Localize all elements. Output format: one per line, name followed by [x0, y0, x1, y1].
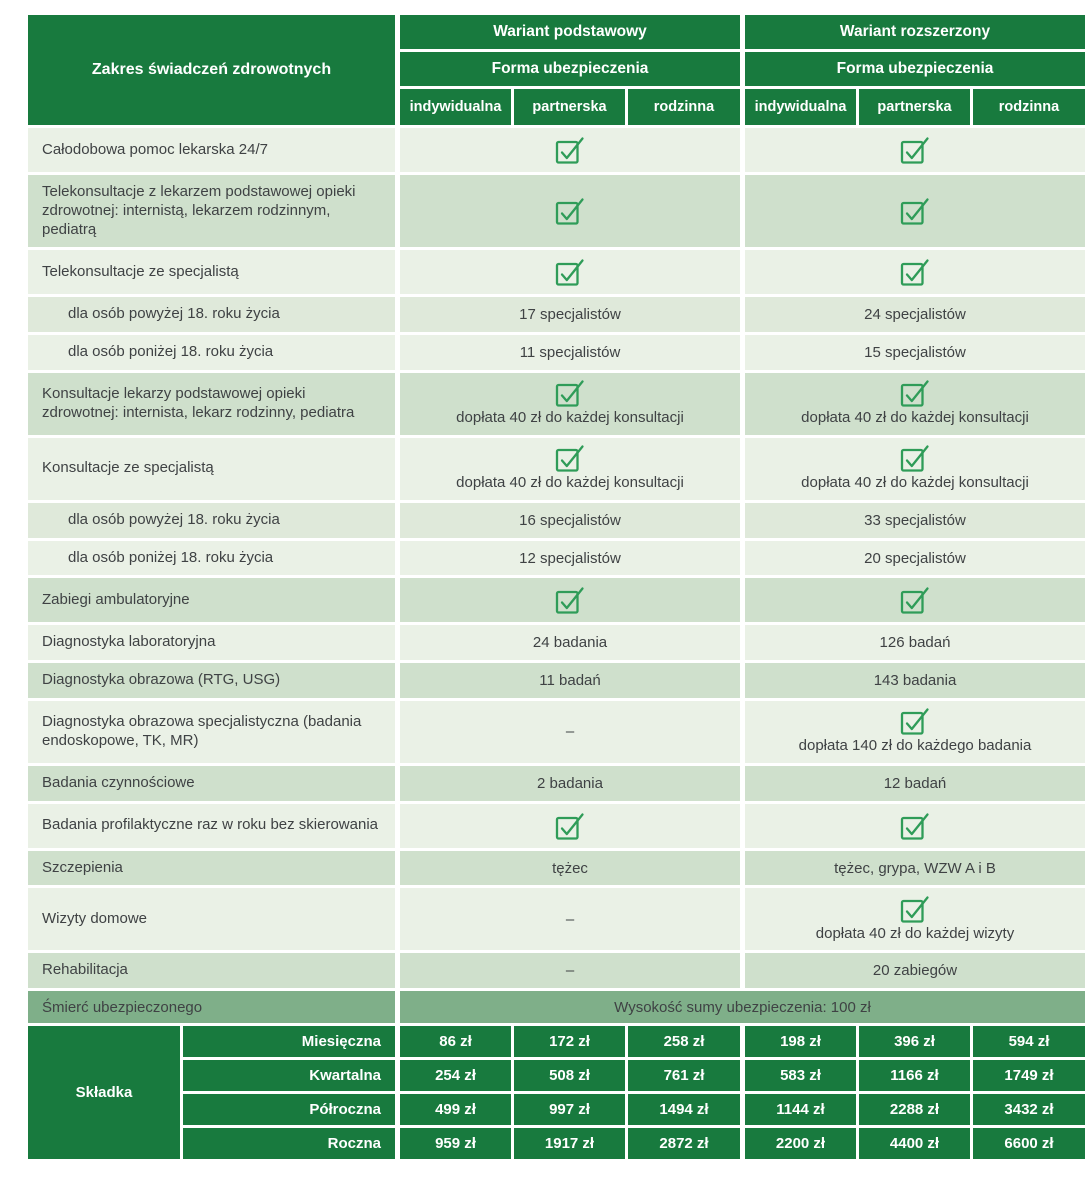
premium-price-cell: 499 zł: [400, 1094, 511, 1125]
basic-variant-cell: [400, 250, 740, 294]
premium-price-cell: 172 zł: [514, 1026, 625, 1057]
extended-variant-header: [745, 15, 1085, 125]
premium-price-cell: 2200 zł: [745, 1128, 856, 1159]
benefit-label: Diagnostyka obrazowa (RTG, USG): [28, 663, 395, 698]
basic-variant-cell: [400, 701, 740, 763]
variant-name-cell: Wariant podstawowy: [400, 15, 740, 49]
extended-variant-cell: [745, 175, 1085, 247]
checkbox-checked-icon: [900, 895, 931, 923]
premium-price-cell: 1494 zł: [628, 1094, 740, 1125]
benefit-label: Telekonsultacje z lekarzem podstawowej opieki zdrowotnej: internistą, lekarzem rodzinnym, pediatrą: [28, 175, 395, 247]
premium-price-cell: 594 zł: [973, 1026, 1085, 1057]
cell-value-text: 11 specjalistów: [519, 344, 621, 361]
checkbox-checked-icon: [900, 812, 931, 840]
cell-value-text: 33 specjalistów: [864, 511, 966, 529]
benefit-label: dla osób poniżej 18. roku życia: [28, 541, 395, 576]
checkbox-checked-icon: [900, 136, 931, 164]
insurance-form-cell: Forma ubezpieczenia: [745, 52, 1085, 86]
checkbox-checked-icon: [555, 258, 586, 286]
premium-price-cell: 254 zł: [400, 1060, 511, 1091]
benefit-row: [28, 297, 1085, 332]
premium-price-cell: 258 zł: [628, 1026, 740, 1057]
extended-variant-cell: [745, 663, 1085, 698]
benefit-row: [28, 541, 1085, 576]
benefit-label: Badania profilaktyczne raz w roku bez skierowania: [28, 804, 395, 848]
table-header: [28, 15, 1085, 125]
cell-value-text: dopłata 40 zł do każdej konsultacji: [456, 474, 684, 492]
extended-variant-cell: [745, 766, 1085, 801]
premium-price-cell: 1749 zł: [973, 1060, 1085, 1091]
basic-variant-cell: [400, 128, 740, 172]
column-header-family: rodzinna: [973, 89, 1085, 125]
scope-header-cell: Zakres świadczeń zdrowotnych: [28, 15, 395, 125]
benefit-label: dla osób powyżej 18. roku życia: [28, 503, 395, 538]
cell-value-text: 16 specjalistów: [519, 511, 621, 529]
premium-price-cell: 396 zł: [859, 1026, 970, 1057]
basic-variant-cell: [400, 438, 740, 500]
benefit-row: [28, 373, 1085, 435]
benefit-row: [28, 335, 1085, 370]
checkbox-checked-icon: [900, 707, 931, 735]
cell-value-text: –: [565, 723, 575, 741]
extended-variant-cell: [745, 541, 1085, 576]
benefit-label: Konsultacje lekarzy podstawowej opieki zdrowotnej: internista, lekarz rodzinny, pediatra: [28, 373, 395, 435]
extended-variant-cell: [745, 503, 1085, 538]
premium-price-cell: 6600 zł: [973, 1128, 1085, 1159]
benefit-row: [28, 766, 1085, 801]
benefit-label: dla osób poniżej 18. roku życia: [28, 335, 395, 370]
cell-value-text: 17 specjalistów: [519, 306, 621, 324]
cell-value-text: 15 specjalistów: [864, 344, 966, 361]
column-header-partner: partnerska: [514, 89, 625, 125]
extended-variant-cell: [745, 250, 1085, 294]
benefit-label: Telekonsultacje ze specjalistą: [28, 250, 395, 294]
basic-variant-cell: [400, 335, 740, 370]
benefit-row: [28, 663, 1085, 698]
cell-value-text: 11 badań: [539, 672, 601, 689]
cell-value-text: –: [565, 962, 575, 980]
checkbox-checked-icon: [900, 379, 931, 407]
premium-period-label: Miesięczna: [183, 1026, 395, 1057]
cell-value-text: 24 specjalistów: [864, 306, 966, 324]
premium-price-row: [400, 1128, 1085, 1159]
benefit-label: Konsultacje ze specjalistą: [28, 438, 395, 500]
premium-period-label: Roczna: [183, 1128, 395, 1159]
premium-price-cell: 1917 zł: [514, 1128, 625, 1159]
checkbox-checked-icon: [555, 812, 586, 840]
column-header-partner: partnerska: [859, 89, 970, 125]
basic-variant-cell: [400, 297, 740, 332]
basic-variant-cell: [400, 804, 740, 848]
premium-section: [28, 1026, 1085, 1159]
checkbox-checked-icon: [900, 586, 931, 614]
column-header-family: rodzinna: [628, 89, 740, 125]
death-benefit-row: [28, 991, 1085, 1023]
benefit-label: Zabiegi ambulatoryjne: [28, 578, 395, 622]
checkbox-checked-icon: [555, 197, 586, 225]
checkbox-checked-icon: [900, 444, 931, 472]
benefit-row: [28, 888, 1085, 950]
checkbox-checked-icon: [555, 586, 586, 614]
premium-price-cell: 2288 zł: [859, 1094, 970, 1125]
premium-price-cell: 198 zł: [745, 1026, 856, 1057]
premium-price-cell: 2872 zł: [628, 1128, 740, 1159]
death-benefit-label: Śmierć ubezpieczonego: [28, 991, 395, 1023]
extended-variant-cell: [745, 128, 1085, 172]
premium-price-cell: 4400 zł: [859, 1128, 970, 1159]
benefit-label: Rehabilitacja: [28, 953, 395, 988]
basic-variant-cell: [400, 503, 740, 538]
extended-variant-cell: [745, 888, 1085, 950]
benefit-label: Szczepienia: [28, 851, 395, 886]
cell-value-text: dopłata 40 zł do każdej wizyty: [815, 924, 1015, 942]
checkbox-checked-icon: [900, 197, 931, 225]
cell-value-text: 12 badań: [883, 774, 947, 792]
benefit-row: [28, 128, 1085, 172]
premium-price-cell: 761 zł: [628, 1060, 740, 1091]
benefit-label: Badania czynnościowe: [28, 766, 395, 801]
benefit-row: [28, 625, 1085, 660]
premium-price-cell: 508 zł: [514, 1060, 625, 1091]
basic-variant-cell: [400, 625, 740, 660]
benefits-comparison-table: [28, 15, 1085, 1159]
basic-variant-cell: [400, 953, 740, 988]
cell-value-text: 24 badania: [532, 634, 608, 652]
premium-price-cell: 583 zł: [745, 1060, 856, 1091]
basic-variant-cell: [400, 578, 740, 622]
checkbox-checked-icon: [555, 444, 586, 472]
column-header-individual: indywidualna: [400, 89, 511, 125]
cell-value-text: 143 badania: [873, 672, 957, 689]
benefit-row: [28, 175, 1085, 247]
premium-price-grid: [400, 1026, 1085, 1159]
basic-variant-cell: [400, 888, 740, 950]
premium-period-label: Kwartalna: [183, 1060, 395, 1091]
benefit-row: [28, 250, 1085, 294]
extended-variant-cell: [745, 297, 1085, 332]
premium-price-cell: 86 zł: [400, 1026, 511, 1057]
benefit-rows: [28, 128, 1085, 988]
benefit-row: [28, 953, 1085, 988]
benefit-label: Wizyty domowe: [28, 888, 395, 950]
basic-variant-cell: [400, 541, 740, 576]
extended-variant-cell: [745, 335, 1085, 370]
benefit-label: dla osób powyżej 18. roku życia: [28, 297, 395, 332]
cell-value-text: –: [565, 910, 575, 928]
cell-value-text: dopłata 40 zł do każdej konsultacji: [801, 474, 1029, 492]
basic-variant-cell: [400, 373, 740, 435]
benefit-label: Diagnostyka laboratoryjna: [28, 625, 395, 660]
cell-value-text: 20 specjalistów: [864, 549, 966, 567]
benefit-row: [28, 851, 1085, 886]
benefit-label: Diagnostyka obrazowa specjalistyczna (badania endoskopowe, TK, MR): [28, 701, 395, 763]
sum-insured-value: Wysokość sumy ubezpieczenia: 100 zł: [400, 991, 1085, 1023]
benefit-label: Całodobowa pomoc lekarska 24/7: [28, 128, 395, 172]
extended-variant-cell: [745, 953, 1085, 988]
checkbox-checked-icon: [900, 258, 931, 286]
premium-price-row: [400, 1026, 1085, 1057]
premium-period-labels: [183, 1026, 395, 1159]
checkbox-checked-icon: [555, 379, 586, 407]
column-header-individual: indywidualna: [745, 89, 856, 125]
premium-price-row: [400, 1094, 1085, 1125]
premium-price-cell: 1144 zł: [745, 1094, 856, 1125]
extended-variant-cell: [745, 373, 1085, 435]
extended-variant-cell: [745, 438, 1085, 500]
benefit-row: [28, 804, 1085, 848]
benefit-row: [28, 503, 1085, 538]
extended-variant-cell: [745, 625, 1085, 660]
cell-value-text: tężec: [552, 859, 588, 877]
cell-value-text: 126 badań: [879, 634, 951, 652]
basic-variant-header: [400, 15, 740, 125]
premium-price-row: [400, 1060, 1085, 1091]
variant-name-cell: Wariant rozszerzony: [745, 15, 1085, 49]
cell-value-text: tężec, grypa, WZW A i B: [834, 859, 996, 877]
benefit-row: [28, 578, 1085, 622]
extended-variant-cell: [745, 701, 1085, 763]
premium-price-cell: 959 zł: [400, 1128, 511, 1159]
premium-price-cell: 3432 zł: [973, 1094, 1085, 1125]
basic-variant-cell: [400, 766, 740, 801]
cell-value-text: dopłata 140 zł do każdego badania: [798, 737, 1032, 755]
insurance-form-cell: Forma ubezpieczenia: [400, 52, 740, 86]
cell-value-text: dopłata 40 zł do każdej konsultacji: [456, 409, 684, 427]
basic-variant-cell: [400, 175, 740, 247]
premium-label-cell: Składka: [28, 1026, 180, 1159]
basic-variant-cell: [400, 663, 740, 698]
cell-value-text: 12 specjalistów: [519, 549, 621, 567]
extended-variant-cell: [745, 804, 1085, 848]
benefit-row: [28, 438, 1085, 500]
extended-variant-cell: [745, 578, 1085, 622]
cell-value-text: 2 badania: [537, 774, 603, 792]
cell-value-text: 20 zabiegów: [872, 962, 958, 980]
basic-variant-cell: [400, 851, 740, 886]
benefit-row: [28, 701, 1085, 763]
premium-price-cell: 997 zł: [514, 1094, 625, 1125]
premium-period-label: Półroczna: [183, 1094, 395, 1125]
extended-variant-cell: [745, 851, 1085, 886]
checkbox-checked-icon: [555, 136, 586, 164]
premium-price-cell: 1166 zł: [859, 1060, 970, 1091]
cell-value-text: dopłata 40 zł do każdej konsultacji: [801, 409, 1029, 427]
